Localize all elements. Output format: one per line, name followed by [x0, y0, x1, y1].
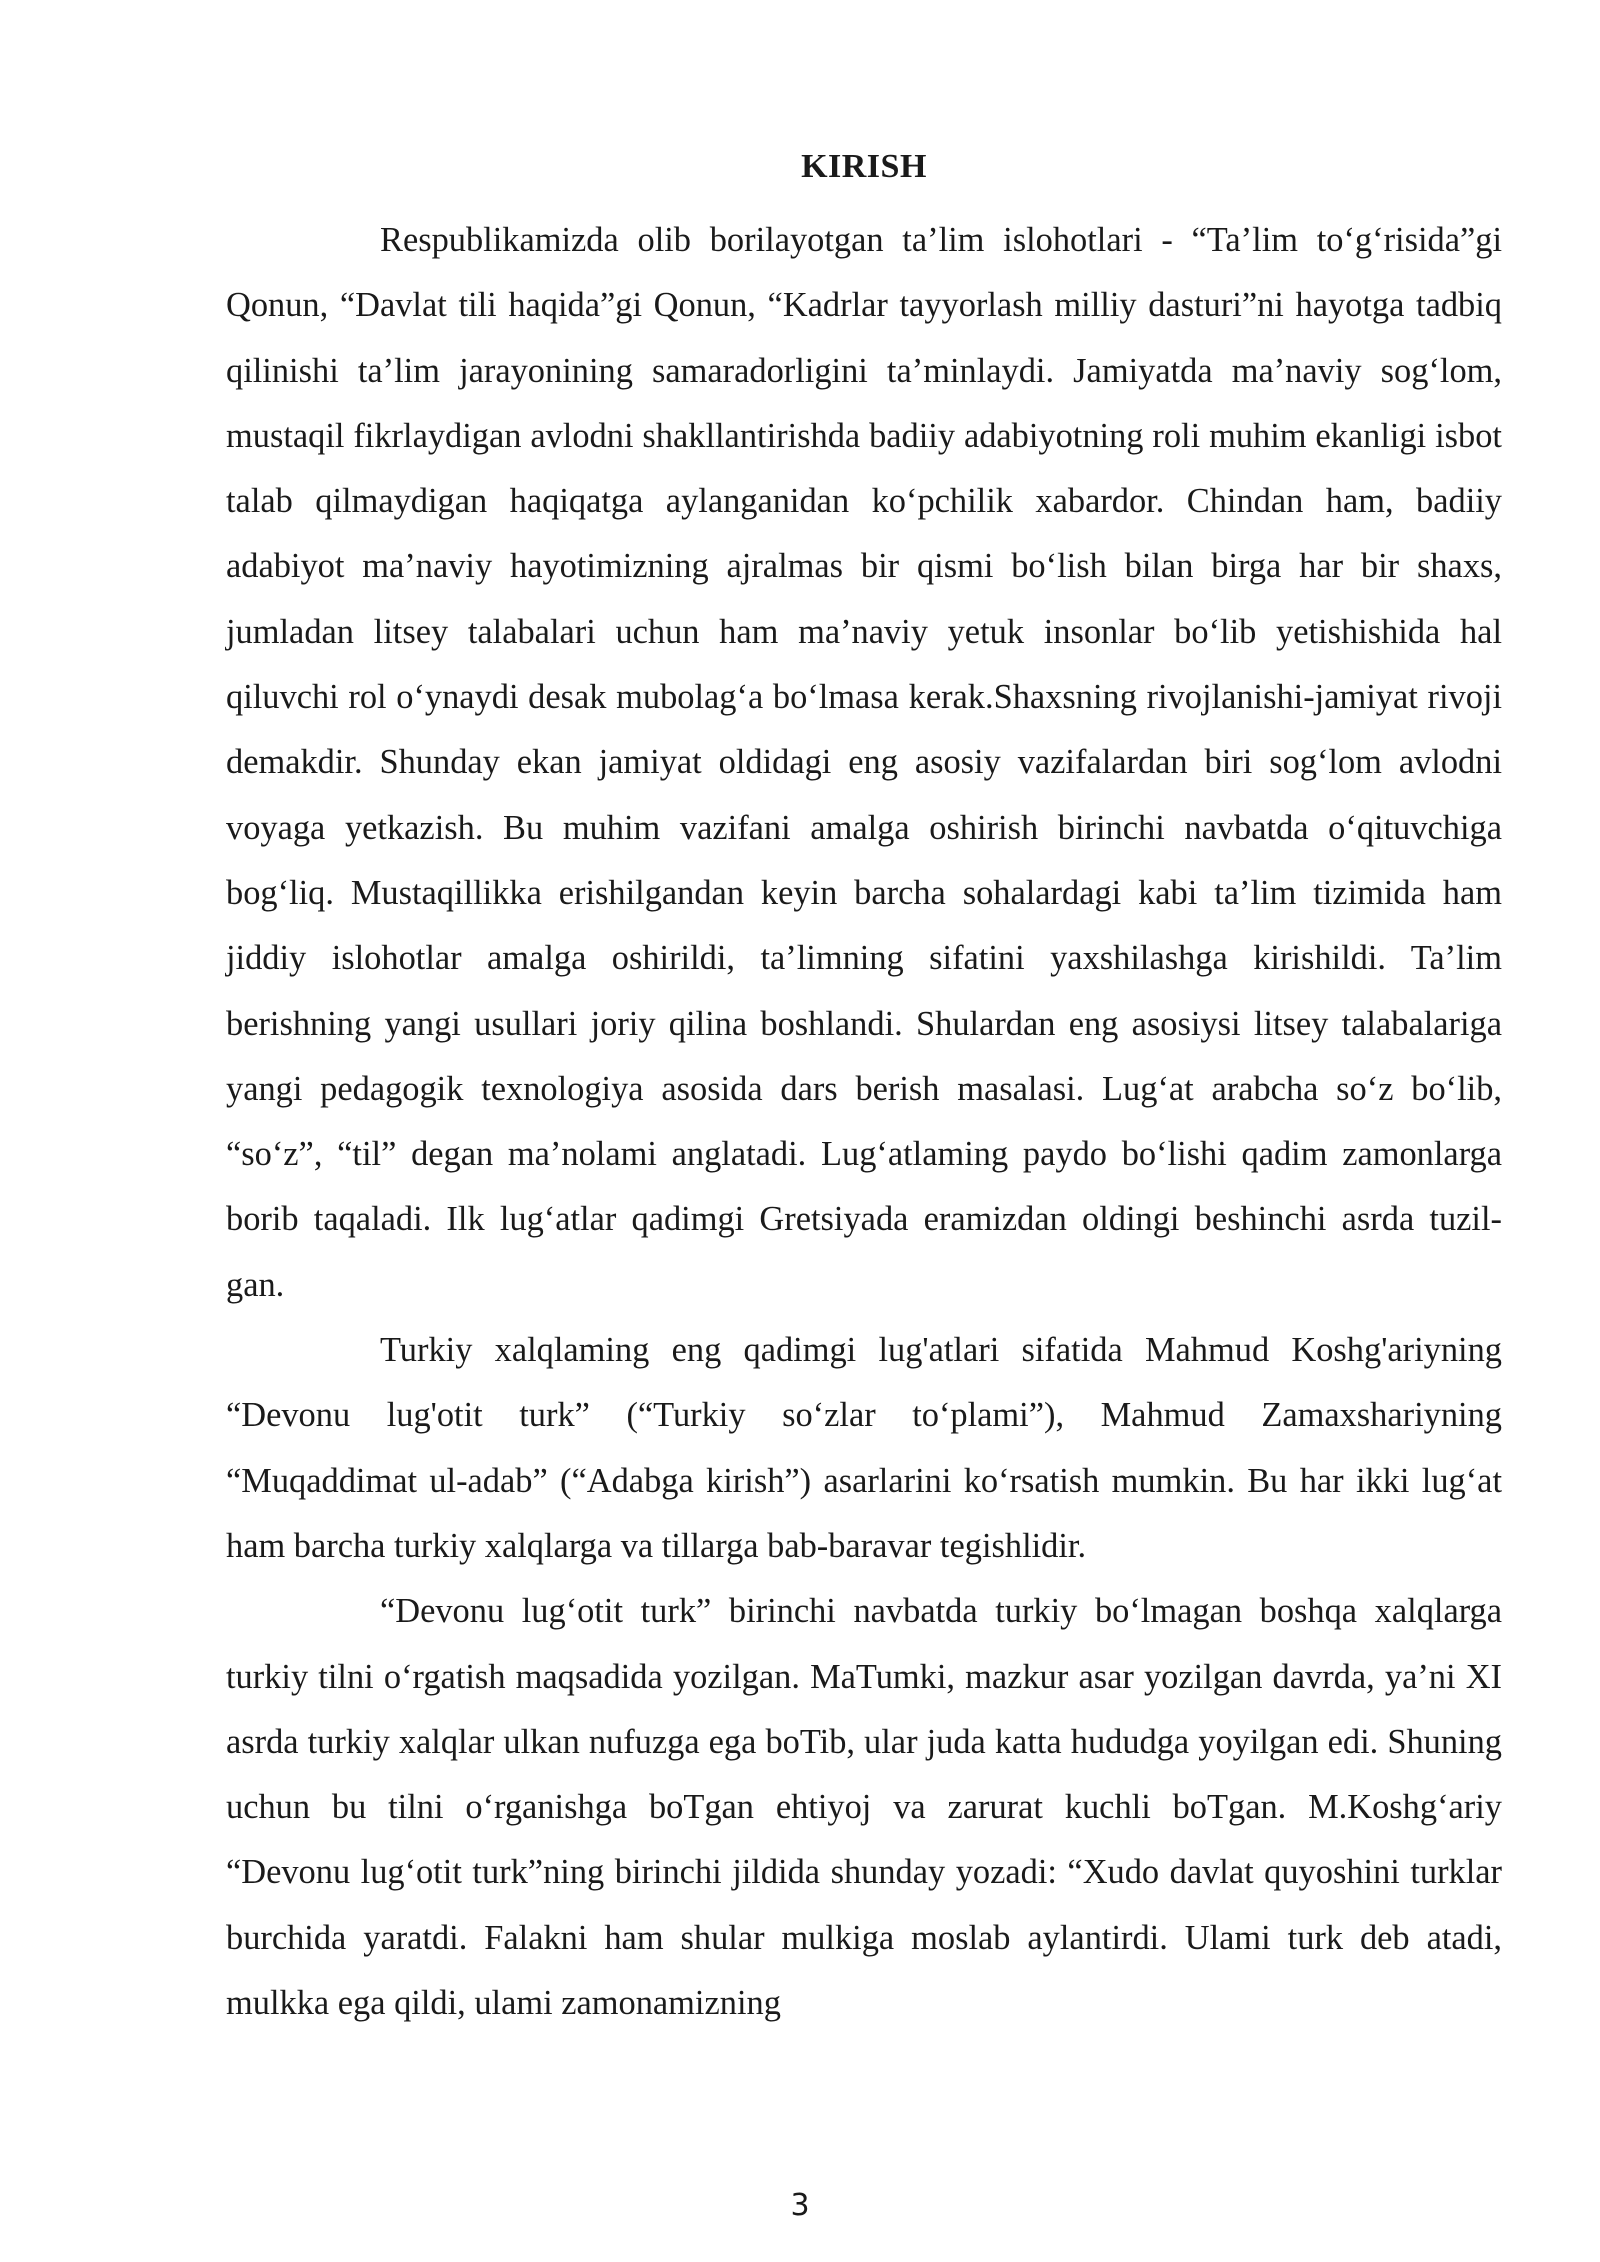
paragraph-intro: Respublikamizda olib borilayotgan ta’lim islohotlari - “Ta’lim to‘g‘risida”gi Qonun, “Davlat tili haqida”gi Qonun, “Kadrlar tayyorlash milliy dasturi”ni hayotga tadbiq qilinishi ta’lim jarayonining samaradorligini ta’minlaydi. Jamiyatda ma’naviy sog‘lom, mustaqil fikrlaydigan avlodni shakllantirishda badiiy adabiyotning roli muhim ekanligi isbot talab qilmaydigan haqiqatga aylanganidan ko‘pchilik xabardor. Chindan ham, badiiy adabiyot ma’naviy hayotimizning ajralmas bir qismi bo‘lish bilan birga har bir shaxs, jumladan litsey talabalari uchun ham ma’naviy yetuk insonlar bo‘lib yetishishida hal qiluvchi rol o‘ynaydi desak mubolag‘a bo‘lmasa kerak.Shaxsning rivojlanishi-jamiyat rivoji demakdir. Shunday ekan jamiyat oldidagi eng asosiy vazifalardan biri sog‘lom avlodni voyaga yetkazish. Bu muhim vazifani amalga oshirish birinchi navbatda o‘qituvchiga bog‘liq. Mustaqillikka erishilgandan keyin barcha sohalardagi kabi ta’lim tizimida ham jiddiy islohotlar amalga oshirildi, ta’limning sifatini yaxshilashga kirishildi. Ta’lim berishning yangi usullari joriy qilina boshlandi. Shulardan eng asosiysi litsey talabalariga yangi pedagogik texnologiya asosida dars berish masalasi. Lug‘at arabcha so‘z bo‘lib, “so‘z”, “til” degan ma’nolami anglatadi. Lug‘atlaming paydo bo‘lishi qadim zamonlarga borib taqaladi. Ilk lug‘atlar qadimgi Gretsiyada eramizdan oldingi beshinchi asrda tuzil- gan.	[226, 221, 1502, 1304]
paragraph-turkic-dictionaries: Turkiy xalqlaming eng qadimgi lug'atlari sifatida Mahmud Koshg'ariyning “Devonu lug'otit turk” (“Turkiy so‘zlar to‘plami”), Mahmud Zamaxshariyning “Muqaddimat ul-adab” (“Adabga kirish”) asarlarini ko‘rsatish mumkin. Bu har ikki lug‘at ham barcha turkiy xalqlarga va tillarga bab-baravar tegishlidir.	[226, 1331, 1502, 1565]
paragraph-devonu-lugotit-turk: “Devonu lug‘otit turk” birinchi navbatda turkiy bo‘lmagan boshqa xalqlarga turkiy tilni o‘rgatish maqsadida yozilgan. MaTumki, mazkur asar yozilgan davrda, ya’ni XI asrda turkiy xalqlar ulkan nufuzga ega boTib, ular juda katta hududga yoyilgan edi. Shuning uchun bu tilni o‘rganishga boTgan ehtiyoj va zarurat kuchli boTgan. M.Koshg‘ariy “Devonu lug‘otit turk”ning birinchi jildida shunday yozadi: “Xudo davlat quyoshini turklar burchida yaratdi. Falakni ham shular mulkiga moslab aylantirdi. Ulami turk deb atadi, mulkka ega qildi, ulami zamonamizning	[226, 1592, 1502, 2023]
section-title: KIRISH	[801, 148, 927, 185]
body-text	[226, 208, 1502, 2036]
page-number: 3	[790, 2188, 810, 2223]
